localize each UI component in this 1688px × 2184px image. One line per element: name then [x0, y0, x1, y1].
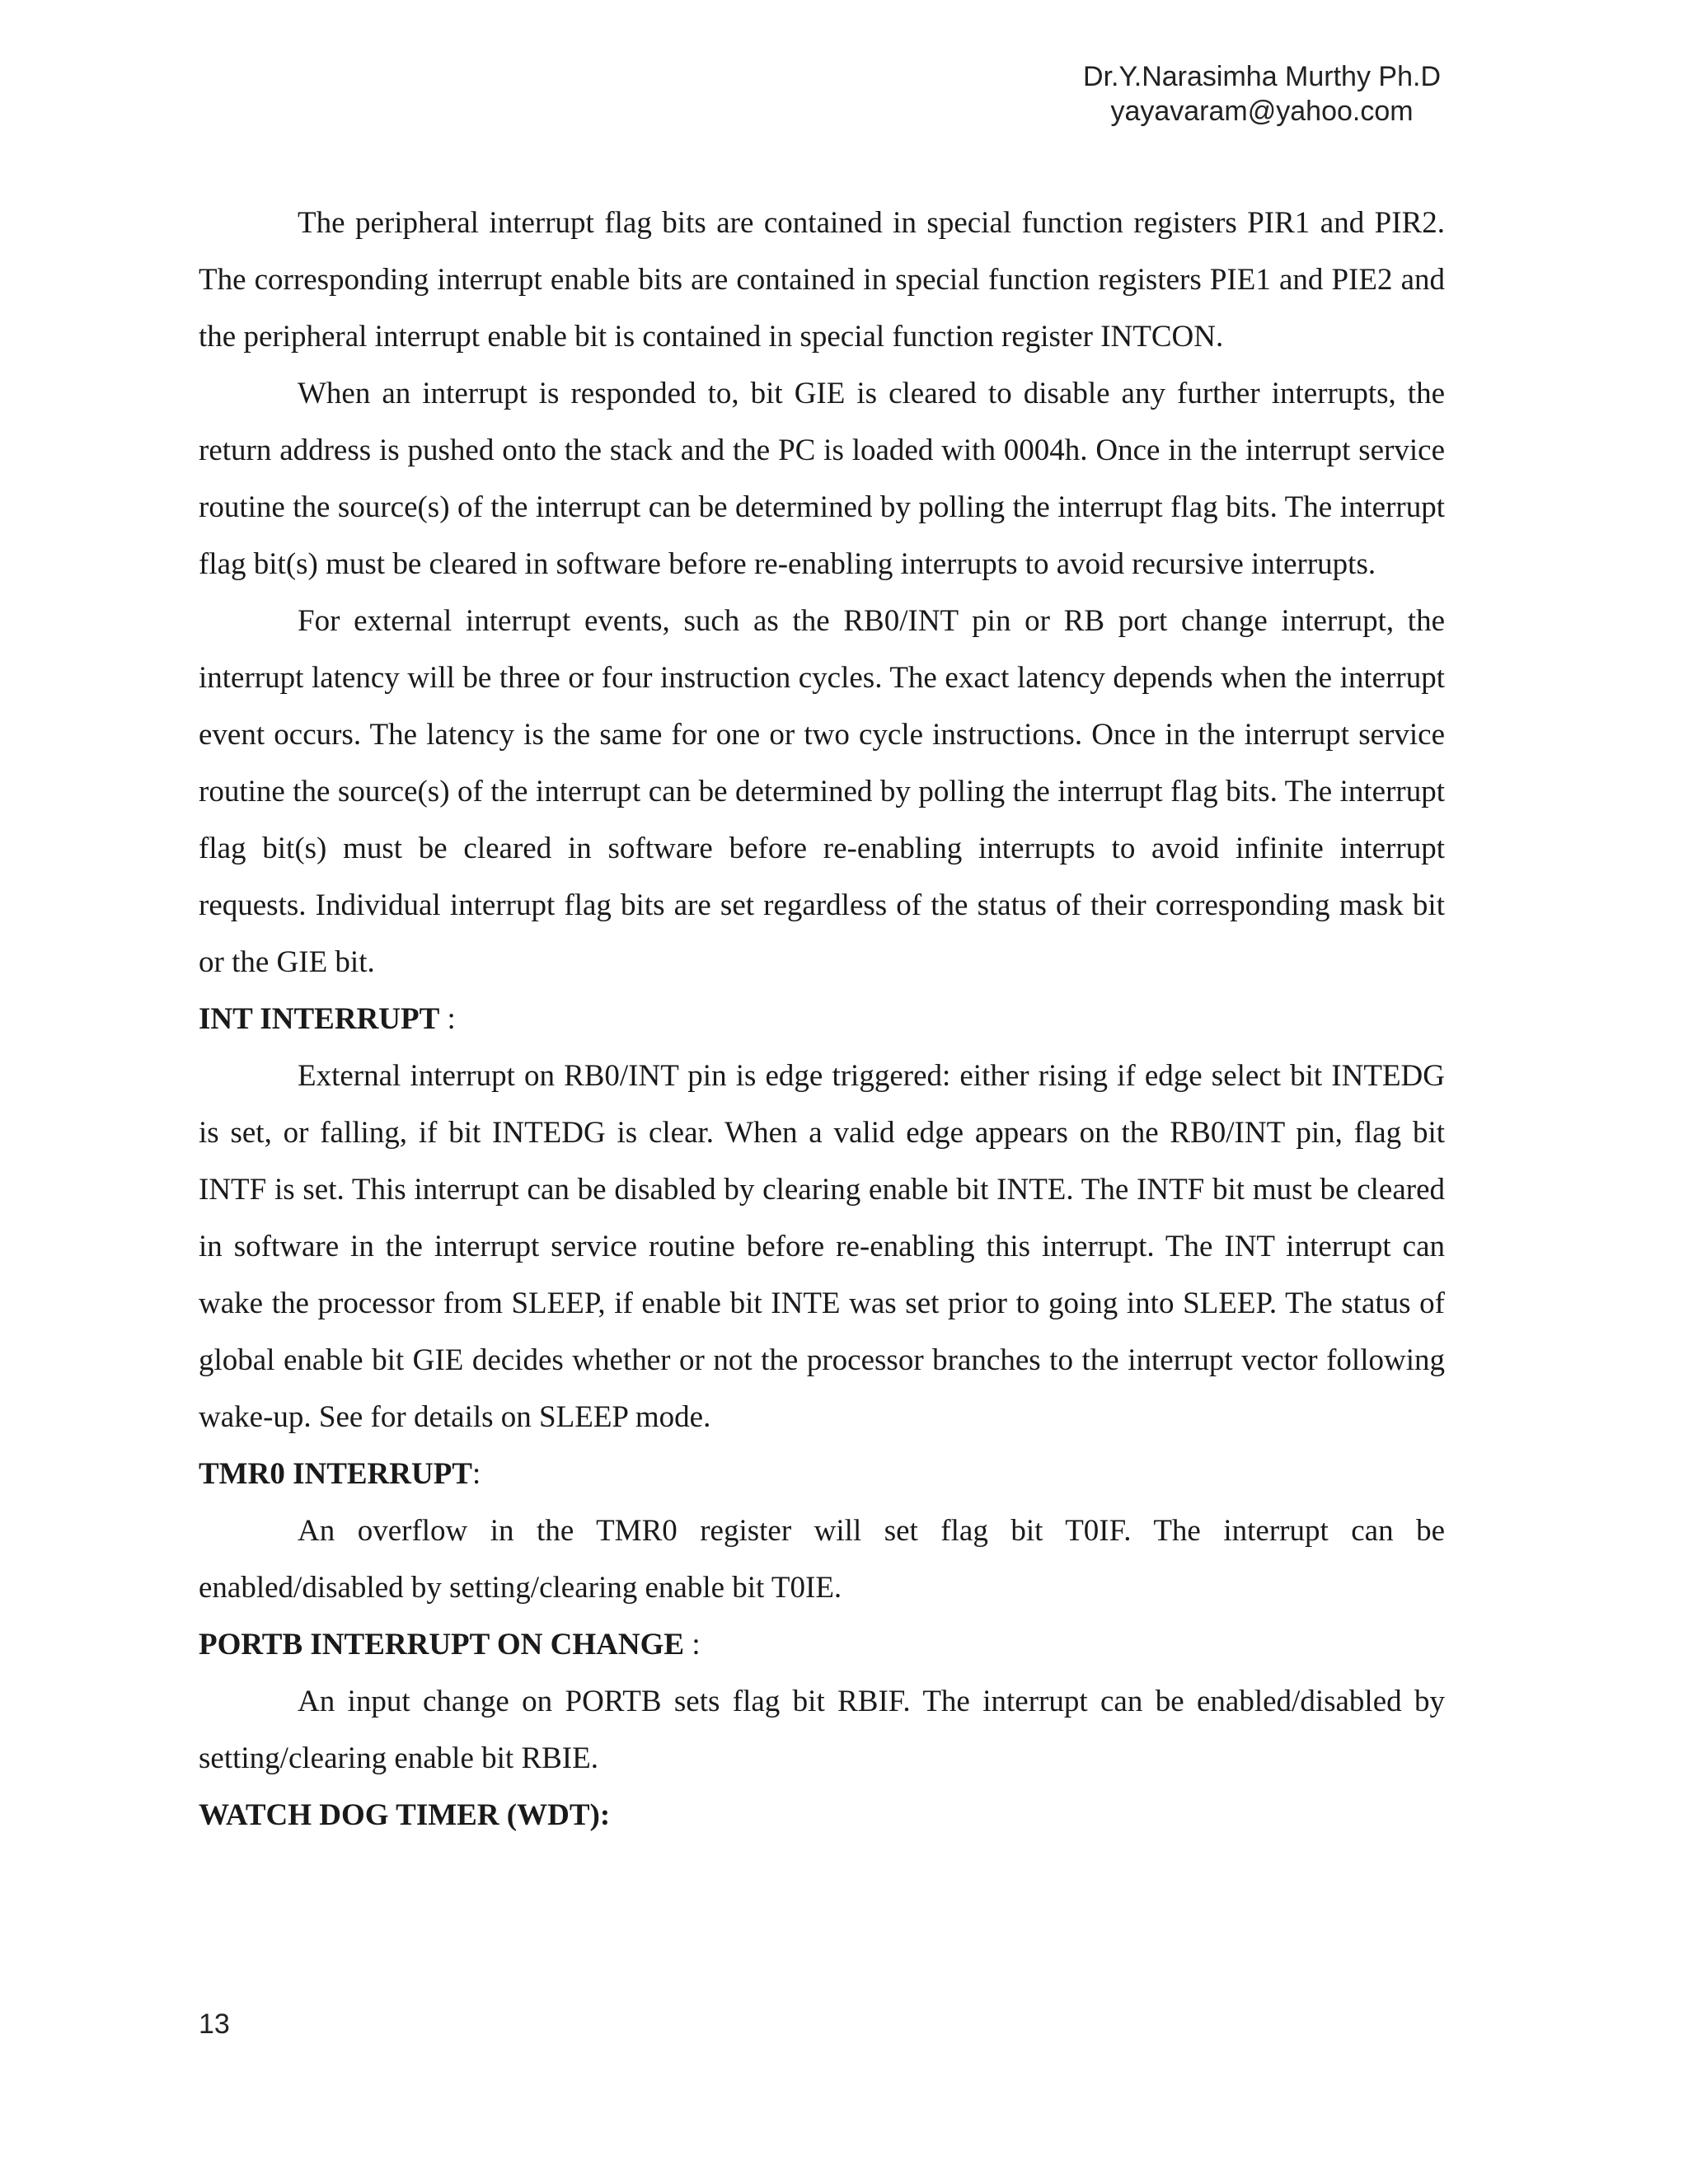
heading-suffix: : — [472, 1457, 481, 1491]
paragraph-interrupt-response: When an interrupt is responded to, bit GIE is cleared to disable any further interrupts, the return address is pushed onto the stack and the PC is loaded with 0004h. Once in the interrupt service routine the source(s) of the interrupt can be determined by polling the interrupt flag bits. The interrupt flag bit(s) must be cleared in software before re-enabling interrupts to avoid recursive interrupts. — [199, 377, 1445, 581]
page-header — [1083, 59, 1441, 129]
paragraph-external-latency: For external interrupt events, such as the RB0/INT pin or RB port change interrupt, the interrupt latency will be three or four instruction cycles. The exact latency depends when the interrupt event occurs. The latency is the same for one or two cycle instructions. Once in the interrupt service routine the source(s) of the interrupt can be determined by polling the interrupt flag bits. The interrupt flag bit(s) must be cleared in software before re-enabling interrupts to avoid infinite interrupt requests. Individual interrupt flag bits are set regardless of the status of their corresponding mask bit or the GIE bit. — [199, 604, 1445, 979]
section-heading-portb-interrupt — [199, 1616, 1445, 1673]
section-heading-int-interrupt — [199, 991, 1445, 1047]
author-email: yayavaram@yahoo.com — [1110, 96, 1414, 127]
heading-text: WATCH DOG TIMER (WDT): — [199, 1798, 611, 1832]
author-name: Dr.Y.Narasimha Murthy Ph.D — [1083, 61, 1441, 92]
paragraph-peripheral-flags: The peripheral interrupt flag bits are contained in special function registers PIR1 and PIR2. The corresponding interrupt enable bits are contained in special function registers PIE1 and PIE2 and the peripheral interrupt enable bit is contained in special function register INTCON. — [199, 206, 1445, 354]
paragraph-int-interrupt: External interrupt on RB0/INT pin is edge triggered: either rising if edge select bit INTEDG is set, or falling, if bit INTEDG is clear. When a valid edge appears on the RB0/INT pin, flag bit INTF is set. This interrupt can be disabled by clearing enable bit INTE. The INTF bit must be cleared in software in the interrupt service routine before re-enabling this interrupt. The INT interrupt can wake the processor from SLEEP, if enable bit INTE was set prior to going into SLEEP. The status of global enable bit GIE decides whether or not the processor branches to the interrupt vector following wake-up. See for details on SLEEP mode. — [199, 1059, 1445, 1434]
heading-text: PORTB INTERRUPT ON CHANGE — [199, 1628, 685, 1661]
paragraph-portb-interrupt: An input change on PORTB sets flag bit RBIF. The interrupt can be enabled/disabled by setting/clearing enable bit RBIE. — [199, 1685, 1445, 1775]
heading-suffix: : — [684, 1628, 701, 1661]
section-heading-tmr0-interrupt — [199, 1446, 1445, 1502]
heading-suffix: : — [439, 1002, 456, 1036]
page-number: 13 — [199, 2008, 230, 2040]
section-heading-wdt — [199, 1787, 1445, 1844]
heading-text: INT INTERRUPT — [199, 1002, 440, 1036]
document-body — [199, 194, 1445, 1844]
paragraph-tmr0-interrupt: An overflow in the TMR0 register will set flag bit T0IF. The interrupt can be enabled/disabled by setting/clearing enable bit T0IE. — [199, 1514, 1445, 1605]
heading-text: TMR0 INTERRUPT — [199, 1457, 472, 1491]
